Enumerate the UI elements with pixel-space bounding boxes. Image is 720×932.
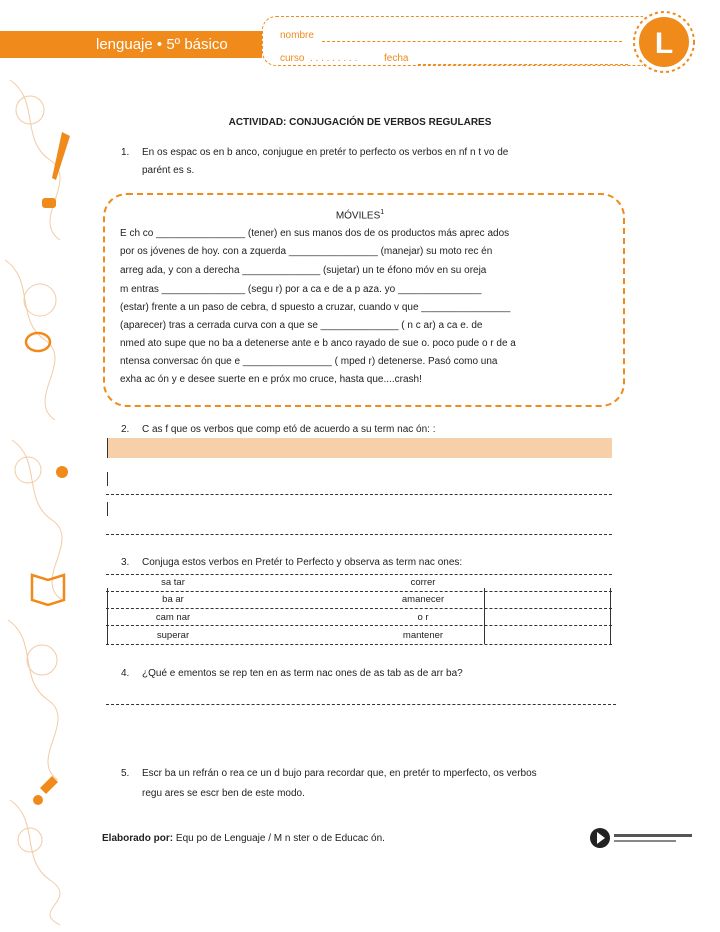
- curso-label: curso: [280, 53, 305, 64]
- ministry-logo: [588, 826, 696, 850]
- table-rule: [106, 644, 612, 645]
- footer-credit: [102, 833, 385, 844]
- answer-line[interactable]: [106, 704, 616, 705]
- q2-number: 2.: [121, 424, 130, 435]
- decorative-strip: [0, 0, 92, 932]
- story-line[interactable]: (aparecer) tras a cerrada curva con a que se ______________ ( n c ar) a ca e. de: [120, 320, 483, 331]
- story-line[interactable]: arreg ada, y con a derecha ______________ (sujetar) un te éfono móv en su oreja: [120, 265, 487, 276]
- table-border: [107, 588, 108, 644]
- story-line[interactable]: ntensa conversac ón que e ________________ ( mped r) detenerse. Pasó como una: [120, 356, 498, 367]
- q5-number: 5.: [121, 768, 130, 779]
- table-rule: [106, 625, 612, 626]
- logo-letter: L: [654, 27, 674, 60]
- table-border: [610, 588, 611, 644]
- q3-number: 3.: [121, 557, 130, 568]
- verb-cell: mantener: [402, 630, 444, 641]
- verb-cell: superar: [156, 630, 190, 641]
- q1-line-1: En os espac os en b anco, conjugue en pretér to perfecto os verbos en nf n t vo de: [142, 147, 509, 158]
- table-rule: [106, 574, 612, 575]
- answer-line[interactable]: [106, 494, 612, 495]
- nombre-field[interactable]: [322, 41, 622, 42]
- story-line[interactable]: (estar) frente a un paso de cebra, d spuesto a cruzar, cuando v que ________________: [120, 302, 511, 313]
- q1-number: 1.: [121, 147, 130, 158]
- table-border: [107, 502, 108, 516]
- table-border: [107, 438, 108, 458]
- verb-cell: sa tar: [161, 577, 185, 588]
- table-rule: [106, 608, 612, 609]
- q1-line-2: parént es s.: [142, 165, 195, 176]
- separator-dot: •: [156, 36, 163, 53]
- story-line[interactable]: por os jóvenes de hoy. con a zquerda ________________ (manejar) su moto rec én: [120, 246, 493, 257]
- verb-cell: o r: [417, 612, 429, 623]
- story-line[interactable]: E ch co ________________ (tener) en sus manos dos de os productos más aprec ados: [120, 228, 510, 239]
- q3-text: Conjuga estos verbos en Pretér to Perfecto y observa as term nac ones:: [142, 557, 463, 568]
- story-line[interactable]: nmed ato supe que no ba a detenerse ante e b anco rayado de sue o. poco pude o r de a: [120, 338, 516, 349]
- classification-header-row: [108, 438, 612, 458]
- nombre-label: nombre: [280, 30, 314, 41]
- fecha-field[interactable]: [418, 64, 628, 65]
- q5-line-1: Escr ba un refrán o rea ce un d bujo para recordar que, en pretér to mperfecto, os verbos: [142, 768, 537, 779]
- story-footnote-mark: 1: [380, 209, 385, 216]
- subject-label: lenguaje: [96, 36, 153, 53]
- fecha-label: fecha: [384, 53, 409, 64]
- verb-cell: cam nar: [155, 612, 191, 623]
- verb-cell: amanecer: [401, 594, 445, 605]
- table-border: [107, 472, 108, 486]
- lenguaje-logo: [632, 10, 696, 74]
- table-rule: [106, 591, 612, 592]
- curso-field[interactable]: . . . . . . . . .: [310, 53, 358, 64]
- subject-grade-label: [96, 36, 228, 53]
- grade-label: 5º básico: [166, 36, 228, 53]
- credit-label: Elaborado por:: [102, 833, 174, 844]
- story-line[interactable]: m entras _______________ (segu r) por a ca e de a p aza. yo _______________: [120, 284, 482, 295]
- q5-line-2: regu ares se escr ben de este modo.: [142, 788, 305, 799]
- q4-text: ¿Qué e ementos se rep ten en as term nac ones de as tab as de arr ba?: [142, 668, 463, 679]
- story-line[interactable]: exha ac ón y e desee suerte en e próx mo cruce, hasta que....crash!: [120, 374, 422, 385]
- story-title: MÓVILES$^1$: [335, 209, 385, 222]
- activity-title: ACTIVIDAD: CONJUGACIÓN DE VERBOS REGULARES: [228, 117, 492, 128]
- answer-line[interactable]: [106, 534, 612, 535]
- credit-text: Equ po de Lenguaje / M n ster o de Educac ón.: [175, 833, 385, 844]
- table-divider: [484, 588, 485, 644]
- q2-text: C as f que os verbos que comp etó de acuerdo a su term nac ón: :: [142, 424, 436, 435]
- q4-number: 4.: [121, 668, 130, 679]
- verb-cell: ba ar: [162, 594, 184, 605]
- verb-cell: correr: [410, 577, 436, 588]
